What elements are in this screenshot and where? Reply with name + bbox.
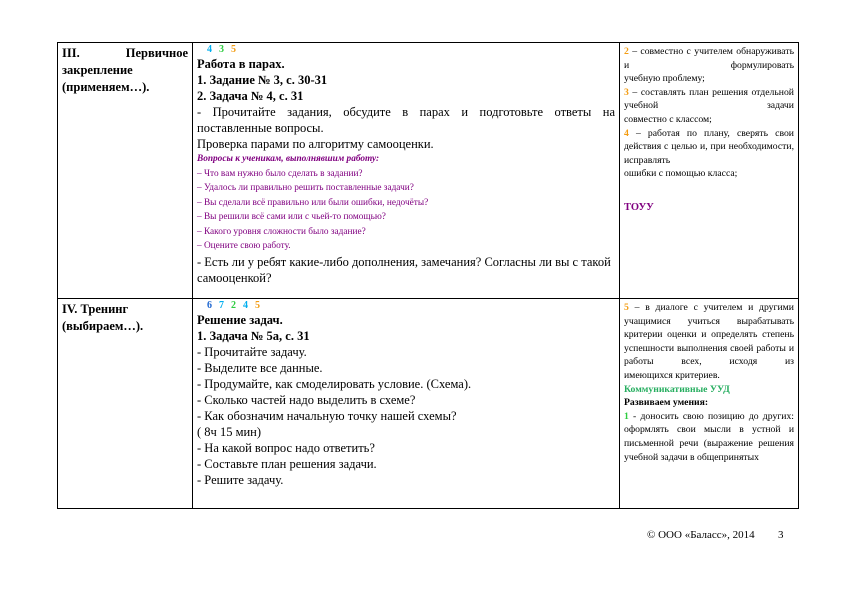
uud-heading: ТОУУ <box>624 201 654 213</box>
skill-number: 4 <box>243 300 248 311</box>
instruction-text: - Прочитайте задания, обсудите в парах и подготовьте ответы на поставленные вопросы. <box>197 105 615 135</box>
question-item: – Что вам нужно было сделать в задании? <box>197 168 363 179</box>
closing-question: - Есть ли у ребят какие-либо дополнения, замечания? Согласны ли вы с такой самооценкой? <box>197 254 611 285</box>
question-item: – Удалось ли правильно решить поставленные задачи? <box>197 183 414 193</box>
step-list <box>197 344 615 488</box>
skill-number: 7 <box>219 300 224 311</box>
stage-name: IV. Тренинг <box>62 302 129 316</box>
step-item: - Прочитайте задачу. <box>197 345 307 359</box>
questions-header: Вопросы к ученикам, выполнявшим работу: <box>197 154 380 164</box>
step-item: - На какой вопрос надо ответить? <box>197 441 375 455</box>
uud-heading: Коммуникативные УУД <box>624 383 730 395</box>
stage-subtitle: (выбираем…). <box>62 319 144 333</box>
uud-item-2-end: учебную проблему; <box>624 73 705 85</box>
uud-item-4-end: ошибки с помощью класса; <box>624 168 738 180</box>
table-row <box>58 43 799 299</box>
skill-number: 6 <box>207 300 212 311</box>
skill-numbers <box>207 45 615 56</box>
step-item: - Решите задачу. <box>197 473 284 487</box>
questions-list <box>197 167 615 254</box>
check-text: Проверка парами по алгоритму самооценки. <box>197 137 434 151</box>
page-number: 3 <box>778 529 784 541</box>
skill-numbers <box>207 301 615 312</box>
table-row <box>58 299 799 509</box>
uud-item-2: 2 – совместно с учителем обнаруживать и формулировать <box>624 46 794 71</box>
uud-item-1: 1 - доносить свою позицию до других: оформлять свои мысли в устной и письменной речи (выражение решения учебной задачи в общепринятых <box>624 410 794 463</box>
skill-number: 3 <box>219 44 224 55</box>
uud-item-3: 3 – составлять план решения отдельной учебной задачи <box>624 86 794 112</box>
step-item: ( 8ч 15 мин) <box>197 425 262 439</box>
step-item: - Как обозначим начальную точку нашей схемы? <box>197 409 457 423</box>
uud-item-5: 5 – в диалоге с учителем и другими учащимися учиться вырабатывать критерии оценки и определять степень успешности выполнения своей работы и работы всех, исходя из <box>624 302 794 368</box>
activity-title: Решение задач. <box>197 313 283 327</box>
stage-number: III. <box>62 46 80 60</box>
stage-cell <box>58 43 193 299</box>
skill-number: 4 <box>207 44 212 55</box>
stage-name-cont: закрепление <box>62 63 133 77</box>
uud-cell <box>620 299 799 509</box>
step-item: - Продумайте, как смоделировать условие. (Схема). <box>197 377 472 391</box>
stage-subtitle: (применяем…). <box>62 80 150 94</box>
uud-item-5-end: имеющихся критериев. <box>624 369 720 381</box>
stage-cell <box>58 299 193 509</box>
develop-label: Развиваем умения: <box>624 397 709 409</box>
task-1: 1. Задача № 5а, с. 31 <box>197 329 310 343</box>
activity-title: Работа в парах. <box>197 57 285 71</box>
content-cell <box>193 43 620 299</box>
uud-item-4: 4 – работая по плану, сверять свои действия с целью и, при необходимости, исправлять <box>624 127 794 166</box>
uud-cell <box>620 43 799 299</box>
skill-number: 5 <box>255 300 260 311</box>
copyright: © ООО «Баласс», 2014 <box>647 529 755 541</box>
skill-number: 2 <box>231 300 236 311</box>
lesson-table <box>57 42 799 509</box>
step-item: - Составьте план решения задачи. <box>197 457 377 471</box>
uud-item-3-end: совместно с классом; <box>624 113 712 125</box>
question-item: – Оцените свою работу. <box>197 241 291 251</box>
step-item: - Выделите все данные. <box>197 361 323 375</box>
content-cell <box>193 299 620 509</box>
question-item: – Вы сделали всё правильно или были ошибки, недочёты? <box>197 197 429 208</box>
task-2: 2. Задача № 4, с. 31 <box>197 89 304 103</box>
step-item: - Сколько частей надо выделить в схеме? <box>197 393 416 407</box>
task-1: 1. Задание № 3, с. 30-31 <box>197 73 328 87</box>
question-item: – Вы решили всё сами или с чьей-то помощью? <box>197 212 386 222</box>
question-item: – Какого уровня сложности было задание? <box>197 226 366 237</box>
stage-name: Первичное <box>125 46 188 60</box>
skill-number: 5 <box>231 44 236 55</box>
